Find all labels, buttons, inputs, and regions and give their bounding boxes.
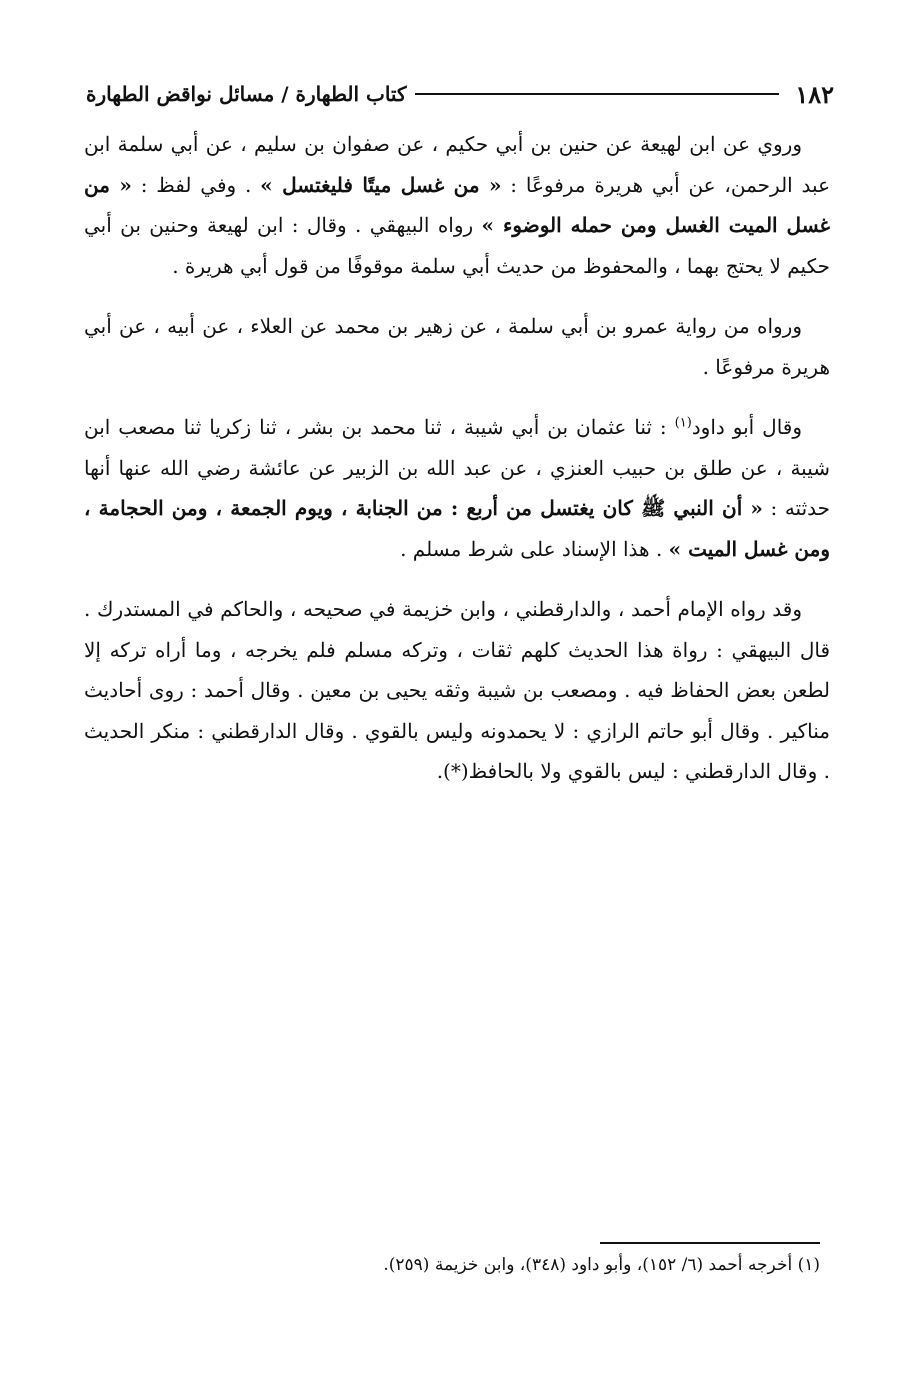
page-header bbox=[86, 74, 834, 114]
paragraph-3-text-b: : ثنا عثمان بن أبي شيبة ، ثنا محمد بن بشر ، ثنا زكريا ثنا مصعب ابن شيبة ، عن طلق بن حبيب العنزي ، عن عبد الله بن الزبير عن عائشة رضي الله عنها أنها حدثته : bbox=[84, 415, 831, 520]
paragraph-3 bbox=[84, 407, 830, 569]
paragraph-1-text-e: رواه البيهقي . وقال : ابن لهيعة وحنين بن أبي حكيم لا يحتج بهما ، والمحفوظ من حديث أبي سلمة موقوفًا من قول أبي هريرة . bbox=[84, 213, 830, 278]
hadith-quote-2: « من غسل الميت الغسل ومن حمله الوضوء » bbox=[84, 172, 830, 237]
footnote: (١) أخرجه أحمد (٦/ ١٥٢)، وأبو داود (٣٤٨)، وابن خزيمة (٢٥٩). bbox=[383, 1255, 820, 1275]
paragraph-1-text-c: . وفي لفظ : bbox=[131, 172, 261, 197]
page-number: ١٨٢ bbox=[795, 79, 834, 109]
paragraph-2 bbox=[84, 306, 830, 387]
footnote-rule bbox=[600, 1242, 820, 1244]
running-title: كتاب الطهارة / مسائل نواقض الطهارة bbox=[86, 82, 407, 106]
hadith-quote-1: « من غسل ميتًا فليغتسل » bbox=[260, 172, 502, 197]
paragraph-3-text-d: . هذا الإسناد على شرط مسلم . bbox=[400, 536, 669, 561]
paragraph-4-text: وقد رواه الإمام أحمد ، والدارقطني ، وابن خزيمة في صحيحه ، والحاكم في المستدرك . قال البيهقي : رواة هذا الحديث كلهم ثقات ، وتركه مسلم فلم يخرجه ، وما أراه تركه إلا لطعن بعض الحفاظ فيه . ومصعب بن شيبة وثقه يحيى بن معين . وقال أحمد : روى أحاديث مناكير . وقال أبو حاتم الرازي : لا يحمدونه وليس بالقوي . وقال الدارقطني : منكر الحديث . وقال الدارقطني : ليس بالقوي ولا بالحافظ(*). bbox=[84, 597, 830, 783]
hadith-quote-3: « أن النبي ﷺ كان يغتسل من أربع : من الجنابة ، ويوم الجمعة ، ومن الحجامة ، ومن غسل الميت » bbox=[84, 496, 830, 561]
paragraph-2-text: ورواه من رواية عمرو بن أبي سلمة ، عن زهير بن محمد عن العلاء ، عن أبيه ، عن أبي هريرة مرفوعًا . bbox=[84, 314, 830, 379]
paragraph-1-text-a: وروي عن ابن لهيعة عن حنين بن أبي حكيم ، عن صفوان بن سليم ، عن أبي سلمة ابن عبد الرحمن، عن أبي هريرة مرفوعًا : bbox=[84, 132, 831, 197]
paragraph-4 bbox=[84, 589, 830, 792]
footnote-reference: (١) bbox=[674, 415, 692, 431]
header-rule bbox=[415, 93, 780, 95]
paragraph-1 bbox=[84, 124, 830, 286]
paragraph-3-text-a: وقال أبو داود bbox=[691, 415, 803, 439]
main-text bbox=[84, 124, 830, 811]
